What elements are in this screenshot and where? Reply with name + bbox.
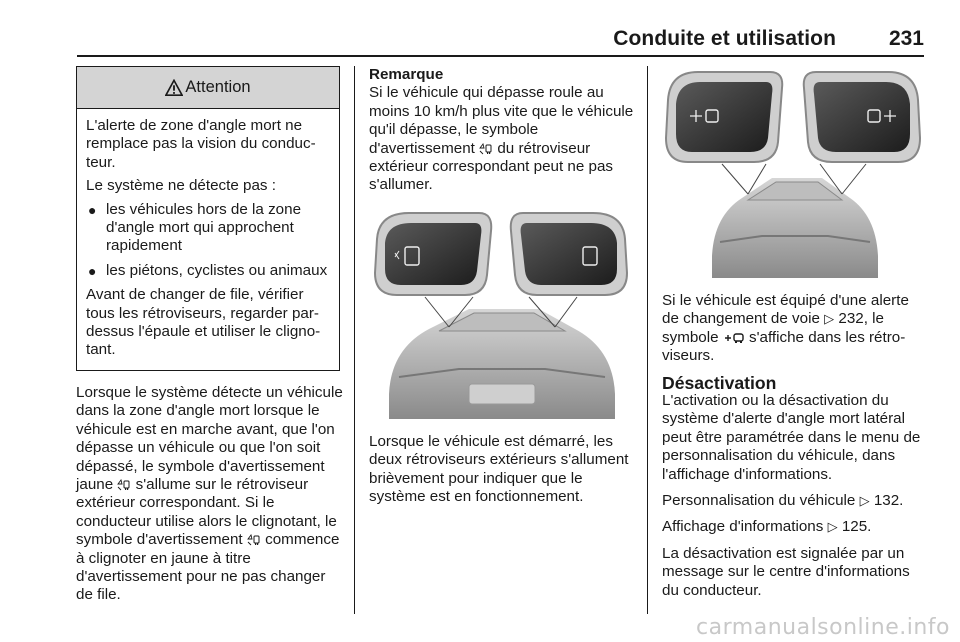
column-divider-1 <box>354 66 355 614</box>
attention-para-1: L'alerte de zone d'angle mort ne remplace pas la vision du conducteur. <box>86 117 316 171</box>
blind-spot-warning-icon <box>117 479 131 491</box>
page-number: 231 <box>888 27 924 50</box>
mirrors-lane-change-illustration <box>662 66 924 278</box>
blind-spot-warning-icon <box>479 143 493 155</box>
attention-para-3: Avant de changer de file, vérifier tous les rétroviseurs, regarder par-dessus l'épaule et utiliser le clignotant. <box>86 286 321 359</box>
attention-header <box>77 67 339 109</box>
attention-body <box>77 109 339 370</box>
column-1 <box>76 66 344 605</box>
deactivation-paragraph: L'activation ou la désactivation du système d'alerte d'angle mort latéral peut être paramétrée dans le menu de personnalisation du véhicule, dans l'affichage d'informations. <box>662 392 921 483</box>
watermark: carmanualsonline.info <box>696 615 950 640</box>
reference-info-display <box>662 518 930 536</box>
section-heading: Désactivation <box>662 372 777 393</box>
bullet-text: les véhicules hors de la zone d'angle mort qui approchent rapidement <box>106 200 302 255</box>
list-item <box>86 201 331 256</box>
page-reference: 132. <box>873 492 904 510</box>
body-paragraph <box>76 384 344 605</box>
attention-bullet-list <box>86 201 331 281</box>
mirrors-illustration <box>369 209 633 419</box>
page-reference-arrow-icon: ▷ <box>824 311 835 327</box>
lane-change-paragraph <box>662 292 930 366</box>
bullet-icon: ● <box>88 201 97 218</box>
column-divider-2 <box>647 66 648 614</box>
header-rule <box>77 55 924 57</box>
page-reference-arrow-icon: ▷ <box>859 493 870 509</box>
body-text: s'allume sur le rétroviseur extérieur correspondant. Si le conducteur utilise alors le clignotant, le symbole d'avertissement <box>76 475 337 549</box>
page-header <box>0 0 960 58</box>
para-text: Affichage d'informations <box>662 518 824 536</box>
left-mirror-illustration <box>666 72 782 194</box>
figure-caption: Lorsque le véhicule est démarré, les deux rétroviseurs extérieurs s'allument brièvement pour indiquer que le système est en fonctionnement. <box>369 432 629 506</box>
car-rear-illustration <box>712 178 878 278</box>
para-text: Si le véhicule est équipé d'une alerte de changement de voie <box>662 292 909 328</box>
page-reference: 125. <box>841 518 872 536</box>
body-text: Lorsque le système détecte un véhicule dans la zone d'angle mort lorsque le véhicule est en marche avant, que l'on dépasse un véhicule ou que l'on soit dépassé, le symbole d'avertissement jaune <box>76 383 343 493</box>
note-text-part: Si le véhicule qui dépasse roule au moins 10 km/h plus vite que le véhicule qu'il dépasse, le symbole d'avertissement <box>369 84 634 157</box>
right-mirror-illustration <box>804 72 920 194</box>
car-rear-illustration <box>389 309 615 419</box>
para-text: Personnalisation du véhicule <box>662 492 856 510</box>
column-2 <box>369 66 635 506</box>
attention-para-2: Le système ne détecte pas : <box>86 177 276 195</box>
attention-box <box>76 66 340 371</box>
warning-triangle-icon <box>165 79 183 97</box>
body-text: commence à clignoter en jaune à titre d'avertissement pour ne pas changer de file. <box>76 531 340 604</box>
list-item <box>86 262 331 280</box>
note-title: Remarque <box>369 66 444 83</box>
attention-title: Attention <box>185 78 251 97</box>
page-reference-arrow-icon: ▷ <box>827 519 838 535</box>
blind-spot-warning-icon <box>247 534 261 546</box>
bullet-text: les piétons, cyclistes ou animaux <box>106 261 328 279</box>
section-title: Conduite et utilisation <box>613 27 836 50</box>
bullet-icon: ● <box>88 262 97 279</box>
column-3 <box>662 66 930 600</box>
reference-vehicle-personalisation <box>662 492 930 510</box>
note-text-part: du rétroviseur extérieur correspondant peut ne pas s'allumer. <box>369 139 614 194</box>
lane-change-alert-icon <box>723 332 745 344</box>
para-text: s'affiche dans les rétroviseurs. <box>662 328 906 365</box>
note-text <box>369 84 635 194</box>
page-reference: 232, le symbole <box>662 310 884 346</box>
deactivation-notice-paragraph: La désactivation est signalée par un message sur le centre d'informations du conducteur. <box>662 544 910 599</box>
